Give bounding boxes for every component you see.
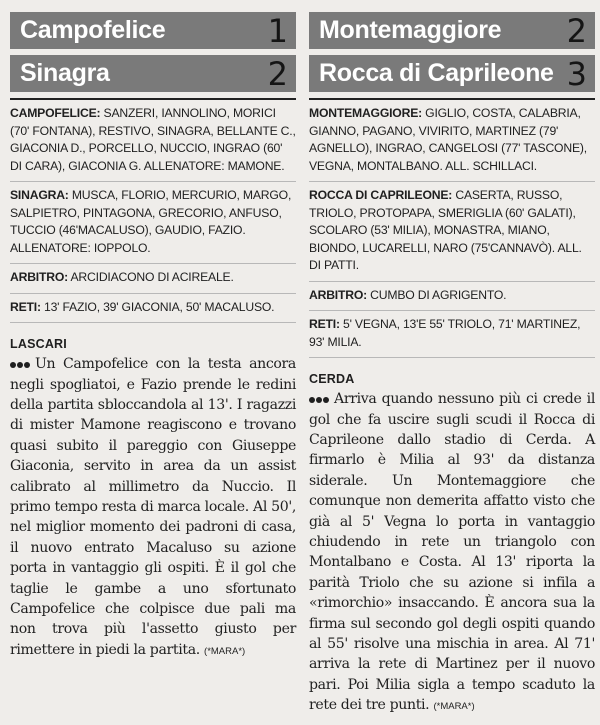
goals-text: 5' VEGNA, 13'E 55' TRIOLO, 71' MARTINEZ, 93' MILIA. <box>309 317 581 349</box>
lineup-away <box>309 182 595 282</box>
left-column <box>10 12 296 662</box>
scoreline-away <box>309 55 595 92</box>
referee-text: CUMBO DI AGRIGENTO. <box>366 287 507 302</box>
match-report <box>309 389 595 718</box>
team-name: Campofelice <box>20 16 166 44</box>
lineup-away <box>10 182 296 264</box>
venue-heading: CERDA <box>309 372 355 386</box>
lineup-text: CASERTA, RUSSO, TRIOLO, PROTOPAPA, SMERIGLIA (60' GALATI), SCOLARO (53' MILIA), MONASTRA, MIANO, BIONDO, LUCARELLI, NARO (75'CANNAVÒ). ALL. DI PATTI. <box>309 188 582 272</box>
venue-heading: LASCARI <box>10 337 67 351</box>
goals-text: 13' FAZIO, 39' GIACONIA, 50' MACALUSO. <box>40 299 275 314</box>
goals-label: RETI: <box>10 299 41 314</box>
author-signature: (*MARA*) <box>433 701 475 713</box>
right-column <box>309 12 595 718</box>
referee-text: ARCIDIACONO DI ACIREALE. <box>67 270 234 284</box>
match-report <box>10 354 296 662</box>
author-signature: (*MARA*) <box>204 645 246 657</box>
referee-label: ARBITRO: <box>309 287 367 302</box>
team-name: Montemaggiore <box>319 16 502 44</box>
referee-label: ARBITRO: <box>10 270 68 284</box>
goals-line <box>309 311 595 358</box>
team-name: Sinagra <box>20 59 110 87</box>
lineup-label: MONTEMAGGIORE: <box>309 106 422 120</box>
referee-line <box>10 264 296 294</box>
goals-line <box>10 294 296 324</box>
bullet-dots-icon <box>309 389 330 409</box>
report-text: Un Campofelice con la testa ancora negli spogliatoi, e Fazio prende le redini della partita sbloccandola al 13'. I ragazzi di mister Mamone reagiscono e trovano quasi subito il pareggio con Giuseppe Giaconia, servito in area da un assist calibrato al millimetro da Nuccio. Il primo tempo resta di marca locale. Al 50', nel miglior momento dei padroni di casa, il nuovo entrato Macaluso su azione porta in vantaggio gli ospiti. È il gol che taglie le gambe a uno sfortunato Campofelice che colpisce due pali ma non trova più l'assetto giusto per rimettere in piedi la partita. <box>10 356 296 658</box>
lineup-text: SANZERI, IANNOLINO, MORICI (70' FONTANA), RESTIVO, SINAGRA, BELLANTE C., GIACONIA D., PORCELLO, NUCCIO, INGRAO (60' DI CARA), GIACONIA G. ALLENATORE: MAMONE. <box>10 106 296 173</box>
team-score: 1 <box>267 11 288 50</box>
team-score: 3 <box>566 54 587 93</box>
scoreline-home <box>10 12 296 49</box>
team-score: 2 <box>566 11 587 50</box>
lineup-label: SINAGRA: <box>10 188 69 202</box>
team-name: Rocca di Caprileone <box>319 59 554 87</box>
lineup-home <box>309 100 595 182</box>
referee-line <box>309 282 595 312</box>
lineup-text: GIGLIO, COSTA, CALABRIA, GIANNO, PAGANO, VIVIRITO, MARTINEZ (79' AGNELLO), INGRAO, CANGELOSI (77' TASCONE), VEGNA, MONTALBANO. ALL. SCHILLACI. <box>309 106 587 173</box>
report-text: Arriva quando nessuno più ci crede il gol che fa uscire sugli scudi il Rocca di Caprileone dallo stadio di Cerda. A firmarlo è Milia al 93' da distanza siderale. Un Montemaggiore che comunque non demerita affatto visto che già al 5' Vegna lo porta in vantaggio chiudendo in rete un triangolo con Montalbano e Costa. Al 13' riporta la parità Triolo che su azione si infila a «rimorchio» insaccando. È ancora sua la firma sul secondo gol degli ospiti quando al 55' risolve una mischia in area. Al 71' arriva la rete di Martinez per il nuovo pari. Poi Milia sigla a tempo scaduto la rete dei tre punti. <box>309 391 595 714</box>
lineup-label: ROCCA DI CAPRILEONE: <box>309 188 453 202</box>
lineup-text: MUSCA, FLORIO, MERCURIO, MARGO, SALPIETRO, PINTAGONA, GRECORIO, ANFUSO, TUCCIO (46'MACALUSO), GAUDIO, FAZIO. ALLENATORE: IOPPOLO. <box>10 188 292 255</box>
team-score: 2 <box>267 54 288 93</box>
scoreline-home <box>309 12 595 49</box>
scoreline-away <box>10 55 296 92</box>
lineup-label: CAMPOFELICE: <box>10 106 101 120</box>
bullet-dots-icon <box>10 354 31 374</box>
goals-label: RETI: <box>309 317 340 331</box>
lineup-home <box>10 100 296 182</box>
